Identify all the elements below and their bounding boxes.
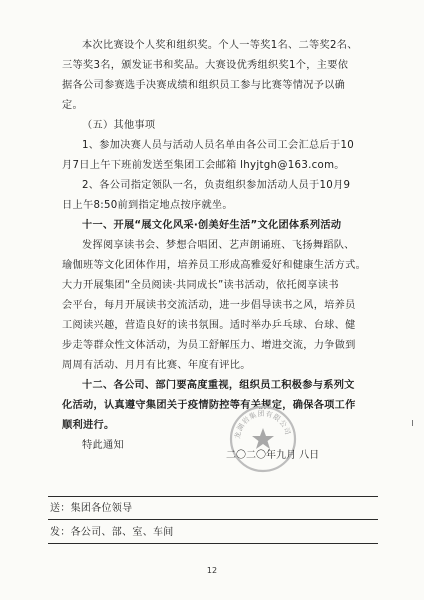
issue-date: 二〇二〇年九月 八日 (226, 450, 320, 461)
body-line-13: 大力开展集团“全员阅读·共同成长”读书活动，依托阅享读书 (62, 280, 339, 291)
body-line-8: 2、各公司指定领队一名，负责组织参加活动人员于10月9 (82, 180, 351, 191)
body-line-3: 据各公司参赛选手决赛成绩和组织员工参与比赛等情况予以确 (62, 80, 346, 91)
official-seal (228, 404, 298, 474)
body-line-2: 三等奖3名，颁发证书和奖品。大赛设优秀组织奖1个，主要依 (62, 60, 349, 71)
svg-text:龙湖岩集团有限公司工会委员会: 龙湖岩集团有限公司 (233, 409, 292, 440)
distribution-middle-rule (48, 519, 378, 520)
page-number: 12 (206, 566, 218, 575)
section-heading-eleven: 十一、开展“展文化风采·创美好生活”文化团体系列活动 (82, 220, 342, 231)
section-heading-other: （五）其他事项 (82, 120, 156, 131)
body-line-4: 定。 (62, 100, 83, 111)
body-line-6: 1、参加决赛人员与活动人员名单由各公司工会汇总后于10 (82, 140, 355, 151)
body-line-1: 本次比赛设个人奖和组织奖。个人一等奖1名、二等奖2名、 (82, 40, 358, 51)
distribution-cc: 发：各公司、部、室、车间 (50, 527, 174, 538)
distribution-top-rule (48, 496, 378, 497)
body-line-15: 工阅读兴趣，营造良好的读书氛围。适时举办乒乓球、台球、健 (62, 320, 356, 331)
distribution-bottom-rule (48, 543, 378, 544)
body-line-9: 日上午8:50前到指定地点按序就坐。 (62, 200, 233, 211)
closing-notice: 特此通知 (82, 440, 124, 451)
body-line-19: 化活动，认真遵守集团关于疫情防控等有关规定，确保各项工作 (62, 400, 356, 411)
body-line-14: 会平台，每月开展读书交流活动，进一步倡导读书之风，培养员 (62, 300, 356, 311)
section-heading-twelve: 十二、各公司、部门要高度重视，组织员工积极参与系列文 (82, 380, 355, 391)
margin-mark (412, 420, 417, 426)
body-line-11: 发挥阅享读书会、梦想合唱团、艺声朗诵班、飞扬舞蹈队、 (82, 240, 355, 251)
body-line-20: 顺利进行。 (62, 420, 115, 431)
body-line-12: 瑜伽班等文化团体作用，培养员工形成高雅爱好和健康生活方式。 (62, 260, 367, 271)
body-line-7: 月7日上午下班前发送至集团工会邮箱 lhyjtgh@163.com。 (62, 160, 345, 171)
distribution-to: 送：集团各位领导 (50, 503, 133, 514)
body-line-16: 步走等群众性文体活动，为员工舒解压力、增进交流，力争做到 (62, 340, 356, 351)
body-line-17: 周周有活动、月月有比赛、年度有评比。 (62, 360, 251, 371)
